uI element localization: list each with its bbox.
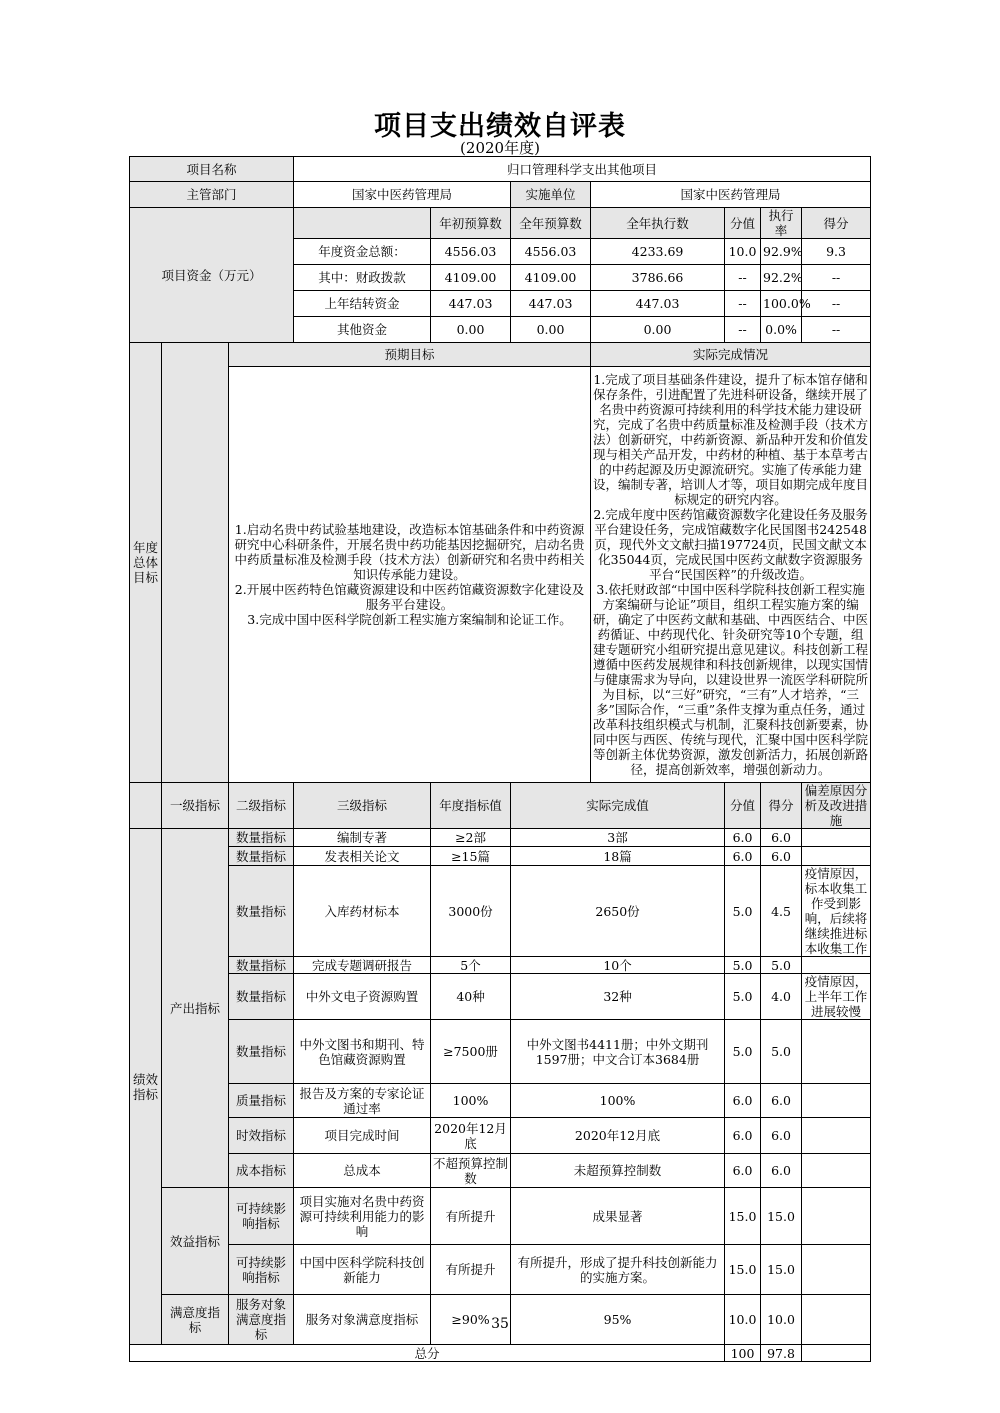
- funds-row-score-value: 10.0: [725, 239, 761, 265]
- funds-row-full: 447.03: [511, 291, 591, 317]
- funds-row-score: --: [802, 291, 871, 317]
- perf-target: 3000份: [431, 866, 511, 957]
- perf-header-score: 得分: [761, 783, 802, 829]
- funds-row-rate: 92.2%: [761, 265, 802, 291]
- perf-row: [130, 957, 871, 974]
- perf-row: [130, 1118, 871, 1154]
- perf-score-value: 6.0: [725, 829, 761, 847]
- perf-reason: [802, 1020, 871, 1084]
- perf-actual: 2650份: [511, 866, 725, 957]
- perf-score: 6.0: [761, 1084, 802, 1118]
- funds-row-full: 0.00: [511, 317, 591, 343]
- perf-actual: 10个: [511, 957, 725, 974]
- expected-goals-header: 预期目标: [229, 343, 591, 367]
- perf-reason: [802, 1154, 871, 1188]
- perf-header-blank: [130, 783, 162, 829]
- funds-header-score: 得分: [802, 208, 871, 239]
- actual-completion-item: 3.依托财政部“中国中医科学院科技创新工程实施方案编研与论证”项目，组织工程实施方案的编研，确定了中医药文献和基础、中西医结合、中医药循证、中药现代化、针灸研究等10个专题，组建专题研究小组研究提出意见建议。科技创新工程遵循中医药发展规律和科技创新规律，以现实国情与健康需求为导向，以建设世界一流医学科研院所为目标，以“三好”研究，“三有”人才培养，“三多”国际合作，“三重”条件支撑为重点任务，通过改革科技组织模式与机制，汇聚科技创新要素，协同中医与西医、传统与现代，汇聚中国中医科学院等创新主体优势资源，激发创新活力，拓展创新路径，提高创新效率，增强创新动力。: [593, 582, 869, 777]
- funds-row-initial: 0.00: [431, 317, 511, 343]
- perf-reason: [802, 829, 871, 847]
- perf-score-value: 5.0: [725, 1020, 761, 1084]
- perf-score-value: 6.0: [725, 1154, 761, 1188]
- funds-row-score: --: [802, 317, 871, 343]
- category-satisfaction: 满意度指标: [162, 1295, 229, 1345]
- funds-row-rate: 0.0%: [761, 317, 802, 343]
- goals-spacer: [162, 343, 229, 783]
- expected-goal-item: 2.开展中医药特色馆藏资源建设和中医药馆藏资源数字化建设及服务平台建设。: [234, 582, 585, 612]
- funds-row-exec: 0.00: [591, 317, 725, 343]
- perf-l2: 数量指标: [229, 957, 294, 974]
- perf-reason: [802, 1245, 871, 1295]
- funds-row-name: 其他资金: [294, 317, 431, 343]
- funds-row-name: 年度资金总额：: [294, 239, 431, 265]
- perf-score-value: 10.0: [725, 1295, 761, 1345]
- perf-l2: 可持续影响指标: [229, 1188, 294, 1245]
- perf-target: 不超预算控制数: [431, 1154, 511, 1188]
- perf-l2: 质量指标: [229, 1084, 294, 1118]
- perf-actual: 未超预算控制数: [511, 1154, 725, 1188]
- perf-score-value: 6.0: [725, 847, 761, 866]
- perf-header-l2: 二级指标: [229, 783, 294, 829]
- funds-header-full: 全年预算数: [511, 208, 591, 239]
- perf-reason: [802, 1118, 871, 1154]
- perf-score-value: 6.0: [725, 1118, 761, 1154]
- total-label: 总分: [130, 1345, 725, 1362]
- category-output: 产出指标: [162, 829, 229, 1188]
- expected-goals-text: [229, 367, 591, 783]
- perf-row: [130, 866, 871, 957]
- perf-actual: 有所提升，形成了提升科技创新能力的实施方案。: [511, 1245, 725, 1295]
- perf-target: ≥90%: [431, 1295, 511, 1345]
- implementing-unit-label: 实施单位: [511, 182, 591, 208]
- funds-row-score: --: [802, 265, 871, 291]
- perf-reason: [802, 957, 871, 974]
- perf-l3: 项目完成时间: [294, 1118, 431, 1154]
- page-title: 项目支出绩效自评表: [374, 111, 626, 142]
- funds-row-exec: 447.03: [591, 291, 725, 317]
- perf-l3: 入库药材标本: [294, 866, 431, 957]
- perf-header-l3: 三级指标: [294, 783, 431, 829]
- perf-target: 有所提升: [431, 1188, 511, 1245]
- total-blank: [802, 1345, 871, 1362]
- perf-l3: 报告及方案的专家论证通过率: [294, 1084, 431, 1118]
- perf-target: 2020年12月底: [431, 1118, 511, 1154]
- perf-target: 40种: [431, 974, 511, 1020]
- perf-target: ≥15篇: [431, 847, 511, 866]
- funds-row-initial: 4109.00: [431, 265, 511, 291]
- perf-l2: 数量指标: [229, 974, 294, 1020]
- perf-score: 5.0: [761, 1020, 802, 1084]
- perf-score: 4.0: [761, 974, 802, 1020]
- perf-l2: 服务对象满意度指标: [229, 1295, 294, 1345]
- perf-row: [130, 1245, 871, 1295]
- perf-score-value: 6.0: [725, 1084, 761, 1118]
- expected-goal-item: 3.完成中国中医科学院创新工程实施方案编制和论证工作。: [247, 612, 572, 627]
- perf-l3: 中外文图书和期刊、特色馆藏资源购置: [294, 1020, 431, 1084]
- perf-l3: 服务对象满意度指标: [294, 1295, 431, 1345]
- funds-row-full: 4109.00: [511, 265, 591, 291]
- perf-target: 5个: [431, 957, 511, 974]
- perf-l3: 中外文电子资源购置: [294, 974, 431, 1020]
- perf-row: [130, 829, 871, 847]
- perf-score: 6.0: [761, 1118, 802, 1154]
- perf-target: 有所提升: [431, 1245, 511, 1295]
- funds-row-rate: 100.0%: [761, 291, 802, 317]
- perf-l3: 完成专题调研报告: [294, 957, 431, 974]
- perf-reason: 疫情原因，标本收集工作受到影响，后续将继续推进标本收集工作: [802, 866, 871, 957]
- perf-target: 100%: [431, 1084, 511, 1118]
- perf-score-value: 5.0: [725, 957, 761, 974]
- perf-l2: 可持续影响指标: [229, 1245, 294, 1295]
- perf-score: 10.0: [761, 1295, 802, 1345]
- perf-header-l1: 一级指标: [162, 783, 229, 829]
- perf-target: ≥7500册: [431, 1020, 511, 1084]
- funds-row-name: 上年结转资金: [294, 291, 431, 317]
- funds-row-initial: 4556.03: [431, 239, 511, 265]
- perf-reason: 疫情原因，上半年工作进展较慢: [802, 974, 871, 1020]
- perf-header-score-value: 分值: [725, 783, 761, 829]
- funds-row-score-value: --: [725, 317, 761, 343]
- perf-actual: 100%: [511, 1084, 725, 1118]
- perf-score-value: 5.0: [725, 866, 761, 957]
- report-year: (2020年度): [460, 139, 540, 157]
- perf-score: 5.0: [761, 957, 802, 974]
- project-name-label: 项目名称: [130, 157, 294, 182]
- department-value: 国家中医药管理局: [294, 182, 511, 208]
- expected-goal-item: 1.启动名贵中药试验基地建设，改造标本馆基础条件和中药资源研究中心科研条件，开展名贵中药功能基因挖掘研究，启动名贵中药质量标准及检测手段（技术方法）创新研究和名贵中药相关知识传承能力建设。: [234, 522, 585, 582]
- perf-reason: [802, 1188, 871, 1245]
- perf-row: [130, 1084, 871, 1118]
- perf-actual: 3部: [511, 829, 725, 847]
- perf-score: 6.0: [761, 829, 802, 847]
- perf-l2: 时效指标: [229, 1118, 294, 1154]
- perf-l2: 数量指标: [229, 866, 294, 957]
- funds-header-exec: 全年执行数: [591, 208, 725, 239]
- perf-score: 6.0: [761, 1154, 802, 1188]
- perf-actual: 18篇: [511, 847, 725, 866]
- perf-actual: 2020年12月底: [511, 1118, 725, 1154]
- perf-row: [130, 1188, 871, 1245]
- total-score: 97.8: [761, 1345, 802, 1362]
- perf-indicators-label: 绩效指标: [130, 829, 162, 1345]
- funds-row-score: 9.3: [802, 239, 871, 265]
- perf-l2: 数量指标: [229, 829, 294, 847]
- perf-header-reason: 偏差原因分析及改进措施: [802, 783, 871, 829]
- actual-completion-item: 1.完成了项目基础条件建设，提升了标本馆存储和保存条件，引进配置了先进科研设备，继续开展了名贵中药资源可持续利用的科学技术能力建设研究，完成了名贵中药质量标准及检测手段（技术方法）创新研究，中药新资源、新品种开发和价值发现与相关产品开发，中药材的种植、基于本草考古的中药起源及历史源流研究。实施了传承能力建设，编制专著，培训人才等，项目如期完成年度目标规定的研究内容。: [593, 372, 869, 507]
- implementing-unit-value: 国家中医药管理局: [591, 182, 871, 208]
- project-name-row: [130, 157, 871, 182]
- page-number: 35: [491, 1316, 509, 1332]
- total-row: [130, 1345, 871, 1362]
- perf-score: 15.0: [761, 1245, 802, 1295]
- perf-l3: 中国中医科学院科技创新能力: [294, 1245, 431, 1295]
- self-evaluation-table: [129, 156, 871, 1362]
- perf-score: 15.0: [761, 1188, 802, 1245]
- perf-actual: 95%: [511, 1295, 725, 1345]
- funds-blank-header: [294, 208, 431, 239]
- funds-row-score-value: --: [725, 291, 761, 317]
- perf-reason: [802, 847, 871, 866]
- funds-row-initial: 447.03: [431, 291, 511, 317]
- funds-header-score-value: 分值: [725, 208, 761, 239]
- actual-completion-text: [591, 367, 871, 783]
- funds-header-rate: 执行率: [761, 208, 802, 239]
- perf-header-row: [130, 783, 871, 829]
- perf-reason: [802, 1084, 871, 1118]
- department-label: 主管部门: [130, 182, 294, 208]
- perf-l3: 总成本: [294, 1154, 431, 1188]
- funds-header-initial: 年初预算数: [431, 208, 511, 239]
- total-score-value: 100: [725, 1345, 761, 1362]
- perf-actual: 中外文图书4411册；中外文期刊1597册；中文合订本3684册: [511, 1020, 725, 1084]
- funds-row-exec: 4233.69: [591, 239, 725, 265]
- perf-row: [130, 847, 871, 866]
- perf-target: ≥2部: [431, 829, 511, 847]
- perf-header-actual: 实际完成值: [511, 783, 725, 829]
- perf-l2: 成本指标: [229, 1154, 294, 1188]
- annual-goals-label: 年度总体目标: [130, 343, 162, 783]
- perf-l3: 发表相关论文: [294, 847, 431, 866]
- perf-score-value: 15.0: [725, 1188, 761, 1245]
- funds-header-row: [130, 208, 871, 239]
- perf-actual: 32种: [511, 974, 725, 1020]
- project-name-value: 归口管理科学支出其他项目: [294, 157, 871, 182]
- perf-l2: 数量指标: [229, 847, 294, 866]
- actual-completion-header: 实际完成情况: [591, 343, 871, 367]
- perf-header-target: 年度指标值: [431, 783, 511, 829]
- actual-completion-item: 2.完成年度中医药馆藏资源数字化建设任务及服务平台建设任务，完成馆藏数字化民国图书242548页，现代外文文献扫描197724页，民国文献文本化35044页，完成民国中医药文献数字资源服务平台“民国医粹”的升级改造。: [593, 507, 868, 582]
- perf-score-value: 15.0: [725, 1245, 761, 1295]
- goals-header-row: [130, 343, 871, 367]
- funds-row-score-value: --: [725, 265, 761, 291]
- funds-row-name: 其中：财政拨款: [294, 265, 431, 291]
- perf-score: 6.0: [761, 847, 802, 866]
- perf-row: [130, 1154, 871, 1188]
- perf-l2: 数量指标: [229, 1020, 294, 1084]
- perf-l3: 编制专著: [294, 829, 431, 847]
- funds-row-exec: 3786.66: [591, 265, 725, 291]
- funds-label: 项目资金（万元）: [130, 208, 294, 343]
- perf-actual: 成果显著: [511, 1188, 725, 1245]
- goals-content-row: [130, 367, 871, 783]
- category-benefit: 效益指标: [162, 1188, 229, 1295]
- perf-row: [130, 1020, 871, 1084]
- perf-score: 4.5: [761, 866, 802, 957]
- perf-l3: 项目实施对名贵中药资源可持续利用能力的影响: [294, 1188, 431, 1245]
- funds-row-full: 4556.03: [511, 239, 591, 265]
- funds-row-rate: 92.9%: [761, 239, 802, 265]
- department-row: [130, 182, 871, 208]
- perf-score-value: 5.0: [725, 974, 761, 1020]
- perf-row: [130, 974, 871, 1020]
